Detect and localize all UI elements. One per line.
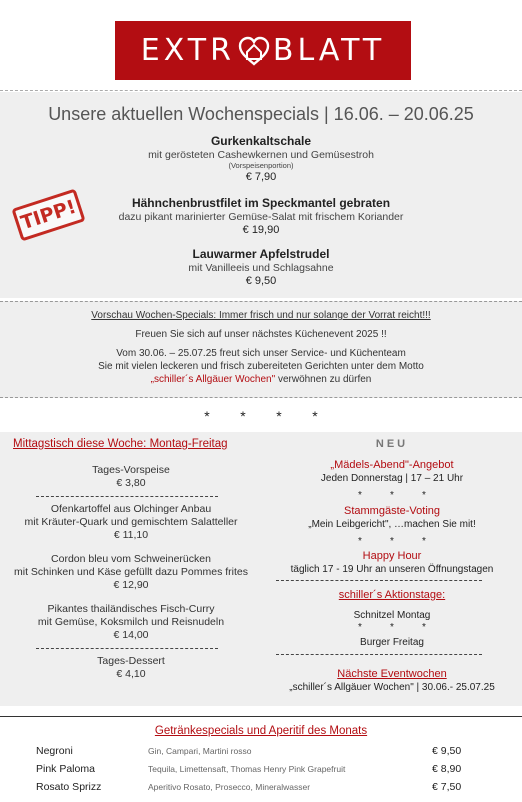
event-title: Nächste Eventwochen: [337, 668, 447, 680]
lunch-item-price: € 3,80: [116, 477, 146, 489]
star: *: [422, 536, 426, 547]
lunch-title: Mittagstisch diese Woche: Montag-Freitag: [13, 438, 228, 450]
event-text: „schiller´s Allgäuer Wochen" | 30.06.- 25.07.25: [289, 682, 495, 693]
dish-name: Gurkenkaltschale: [210, 134, 312, 148]
separator: [36, 648, 218, 649]
lunch-and-news-section: [0, 432, 522, 706]
drink-row: [0, 763, 522, 779]
drink-name: Pink Paloma: [36, 763, 95, 775]
lunch-item-desc: mit Kräuter-Quark und gemischtem Salatteller: [24, 516, 238, 528]
star: *: [240, 408, 246, 424]
aktion-day: Schnitzel Montag: [353, 610, 431, 621]
preview-text-line: Vom 30.06. – 25.07.25 freut sich unser Service- und Küchenteam: [116, 348, 406, 359]
happy-hour-title: Happy Hour: [362, 550, 422, 562]
star: *: [358, 490, 362, 501]
star: *: [358, 622, 362, 633]
preview-section: [0, 301, 522, 398]
dish-desc: mit Vanilleeis und Schlagsahne: [188, 262, 334, 274]
dish-note: (Vorspeisenportion): [228, 161, 294, 170]
happy-hour-text: täglich 17 - 19 Uhr an unseren Öffnungstagen: [290, 564, 494, 575]
star: *: [390, 490, 394, 501]
drink-row: [0, 745, 522, 761]
star-divider: [0, 408, 522, 424]
star: *: [390, 622, 394, 633]
star: *: [358, 536, 362, 547]
lunch-item: [0, 655, 262, 681]
star: *: [422, 622, 426, 633]
happy-hour: [262, 550, 522, 576]
drink-name: Rosato Sprizz: [36, 781, 102, 793]
drink-name: Negroni: [36, 745, 73, 757]
lunch-item-name: Tages-Vorspeise: [92, 464, 170, 476]
logo-text-left: EXTR: [140, 33, 235, 68]
separator: [36, 496, 218, 497]
weekly-specials-section: [0, 92, 522, 298]
dish-price: € 9,50: [245, 275, 277, 287]
drink-row: [0, 781, 522, 797]
lunch-item-name: Pikantes thailändisches Fisch-Curry: [47, 603, 215, 615]
divider: [0, 90, 522, 91]
special-dish-1: [0, 134, 522, 183]
lunch-item: [0, 503, 262, 542]
dish-name: Lauwarmer Apfelstrudel: [192, 247, 330, 261]
star: *: [276, 408, 282, 424]
drink-desc: Aperitivo Rosato, Prosecco, Mineralwasser: [148, 782, 311, 792]
neu-label: NEU: [375, 438, 409, 450]
preview-motto-rest: verwöhnen zu dürfen: [275, 374, 372, 385]
aktion-day: Burger Freitag: [360, 637, 424, 648]
lunch-item-desc: mit Gemüse, Koksmilch und Reisnudeln: [37, 616, 225, 628]
dish-desc: mit gerösteten Cashewkernen und Gemüsestroh: [148, 149, 374, 161]
dish-name: Hähnchenbrustfilet im Speckmantel gebraten: [131, 196, 391, 210]
separator: [276, 580, 482, 581]
lunch-item: [0, 603, 262, 642]
madels-title: „Mädels-Abend"-Angebot: [330, 459, 454, 471]
lunch-item-name: Cordon bleu vom Schweinerücken: [51, 553, 211, 565]
star-divider: [262, 536, 522, 547]
specials-title: Unsere aktuellen Wochenspecials | 16.06. – 20.06.25: [48, 104, 474, 124]
madels-time: Jeden Donnerstag | 17 – 21 Uhr: [320, 473, 464, 484]
aktionstage: [262, 589, 522, 602]
dish-price: € 19,90: [242, 224, 280, 236]
preview-text-line: Sie mit vielen leckeren und frisch zubereiteten Gerichten unter dem Motto: [98, 361, 424, 372]
extrablatt-logo: [115, 21, 411, 80]
header: [0, 0, 522, 88]
lunch-item-price: € 12,90: [113, 579, 149, 591]
heart-house-icon: [237, 36, 271, 66]
drink-desc: Gin, Campari, Martini rosso: [148, 746, 252, 756]
drink-price: € 9,50: [432, 745, 462, 757]
lunch-item-desc: mit Schinken und Käse gefüllt dazu Pommes frites: [13, 566, 249, 578]
news-column: [262, 432, 522, 706]
star: *: [312, 408, 318, 424]
lunch-item-price: € 11,10: [113, 529, 149, 541]
dish-desc: dazu pikant marinierter Gemüse-Salat mit frischem Koriander: [118, 211, 404, 223]
lunch-item: [0, 464, 262, 490]
aktionstage-title: schiller´s Aktionstage:: [338, 589, 446, 601]
star-divider: [262, 622, 522, 633]
lunch-item-name: Tages-Dessert: [97, 655, 165, 667]
event-weeks: [262, 668, 522, 694]
drink-price: € 8,90: [432, 763, 462, 775]
drinks-section: [0, 716, 522, 802]
lunch-item: [0, 553, 262, 592]
special-dish-3: [0, 247, 522, 287]
lunch-item-price: € 4,10: [116, 668, 146, 680]
stammgaeste-voting: [262, 505, 522, 531]
star: *: [390, 536, 394, 547]
drinks-title: Getränkespecials und Aperitif des Monats: [154, 725, 368, 737]
preview-motto: „schiller´s Allgäuer Wochen": [150, 374, 276, 385]
separator: [276, 654, 482, 655]
lunch-item-price: € 14,00: [113, 629, 149, 641]
voting-text: „Mein Leibgericht", …machen Sie mit!: [308, 519, 476, 530]
star: *: [422, 490, 426, 501]
voting-title: Stammgäste-Voting: [344, 505, 440, 517]
lunch-column: [0, 432, 262, 706]
madels-abend: [262, 459, 522, 485]
preview-headline: Vorschau Wochen-Specials: Immer frisch und nur solange der Vorrat reicht!!!: [91, 310, 431, 321]
drink-desc: Tequila, Limettensaft, Thomas Henry Pink Grapefruit: [148, 764, 346, 774]
dish-price: € 7,90: [245, 171, 277, 183]
logo-text-right: BLATT: [272, 33, 386, 68]
star: *: [204, 408, 210, 424]
drink-price: € 7,50: [432, 781, 462, 793]
preview-motto-line: [0, 374, 522, 385]
lunch-item-name: Ofenkartoffel aus Olchinger Anbau: [50, 503, 212, 515]
preview-event-announcement: Freuen Sie sich auf unser nächstes Küchenevent 2025 !!: [135, 329, 387, 340]
tipp-stamp: TIPP!: [11, 188, 85, 241]
star-divider: [262, 490, 522, 501]
